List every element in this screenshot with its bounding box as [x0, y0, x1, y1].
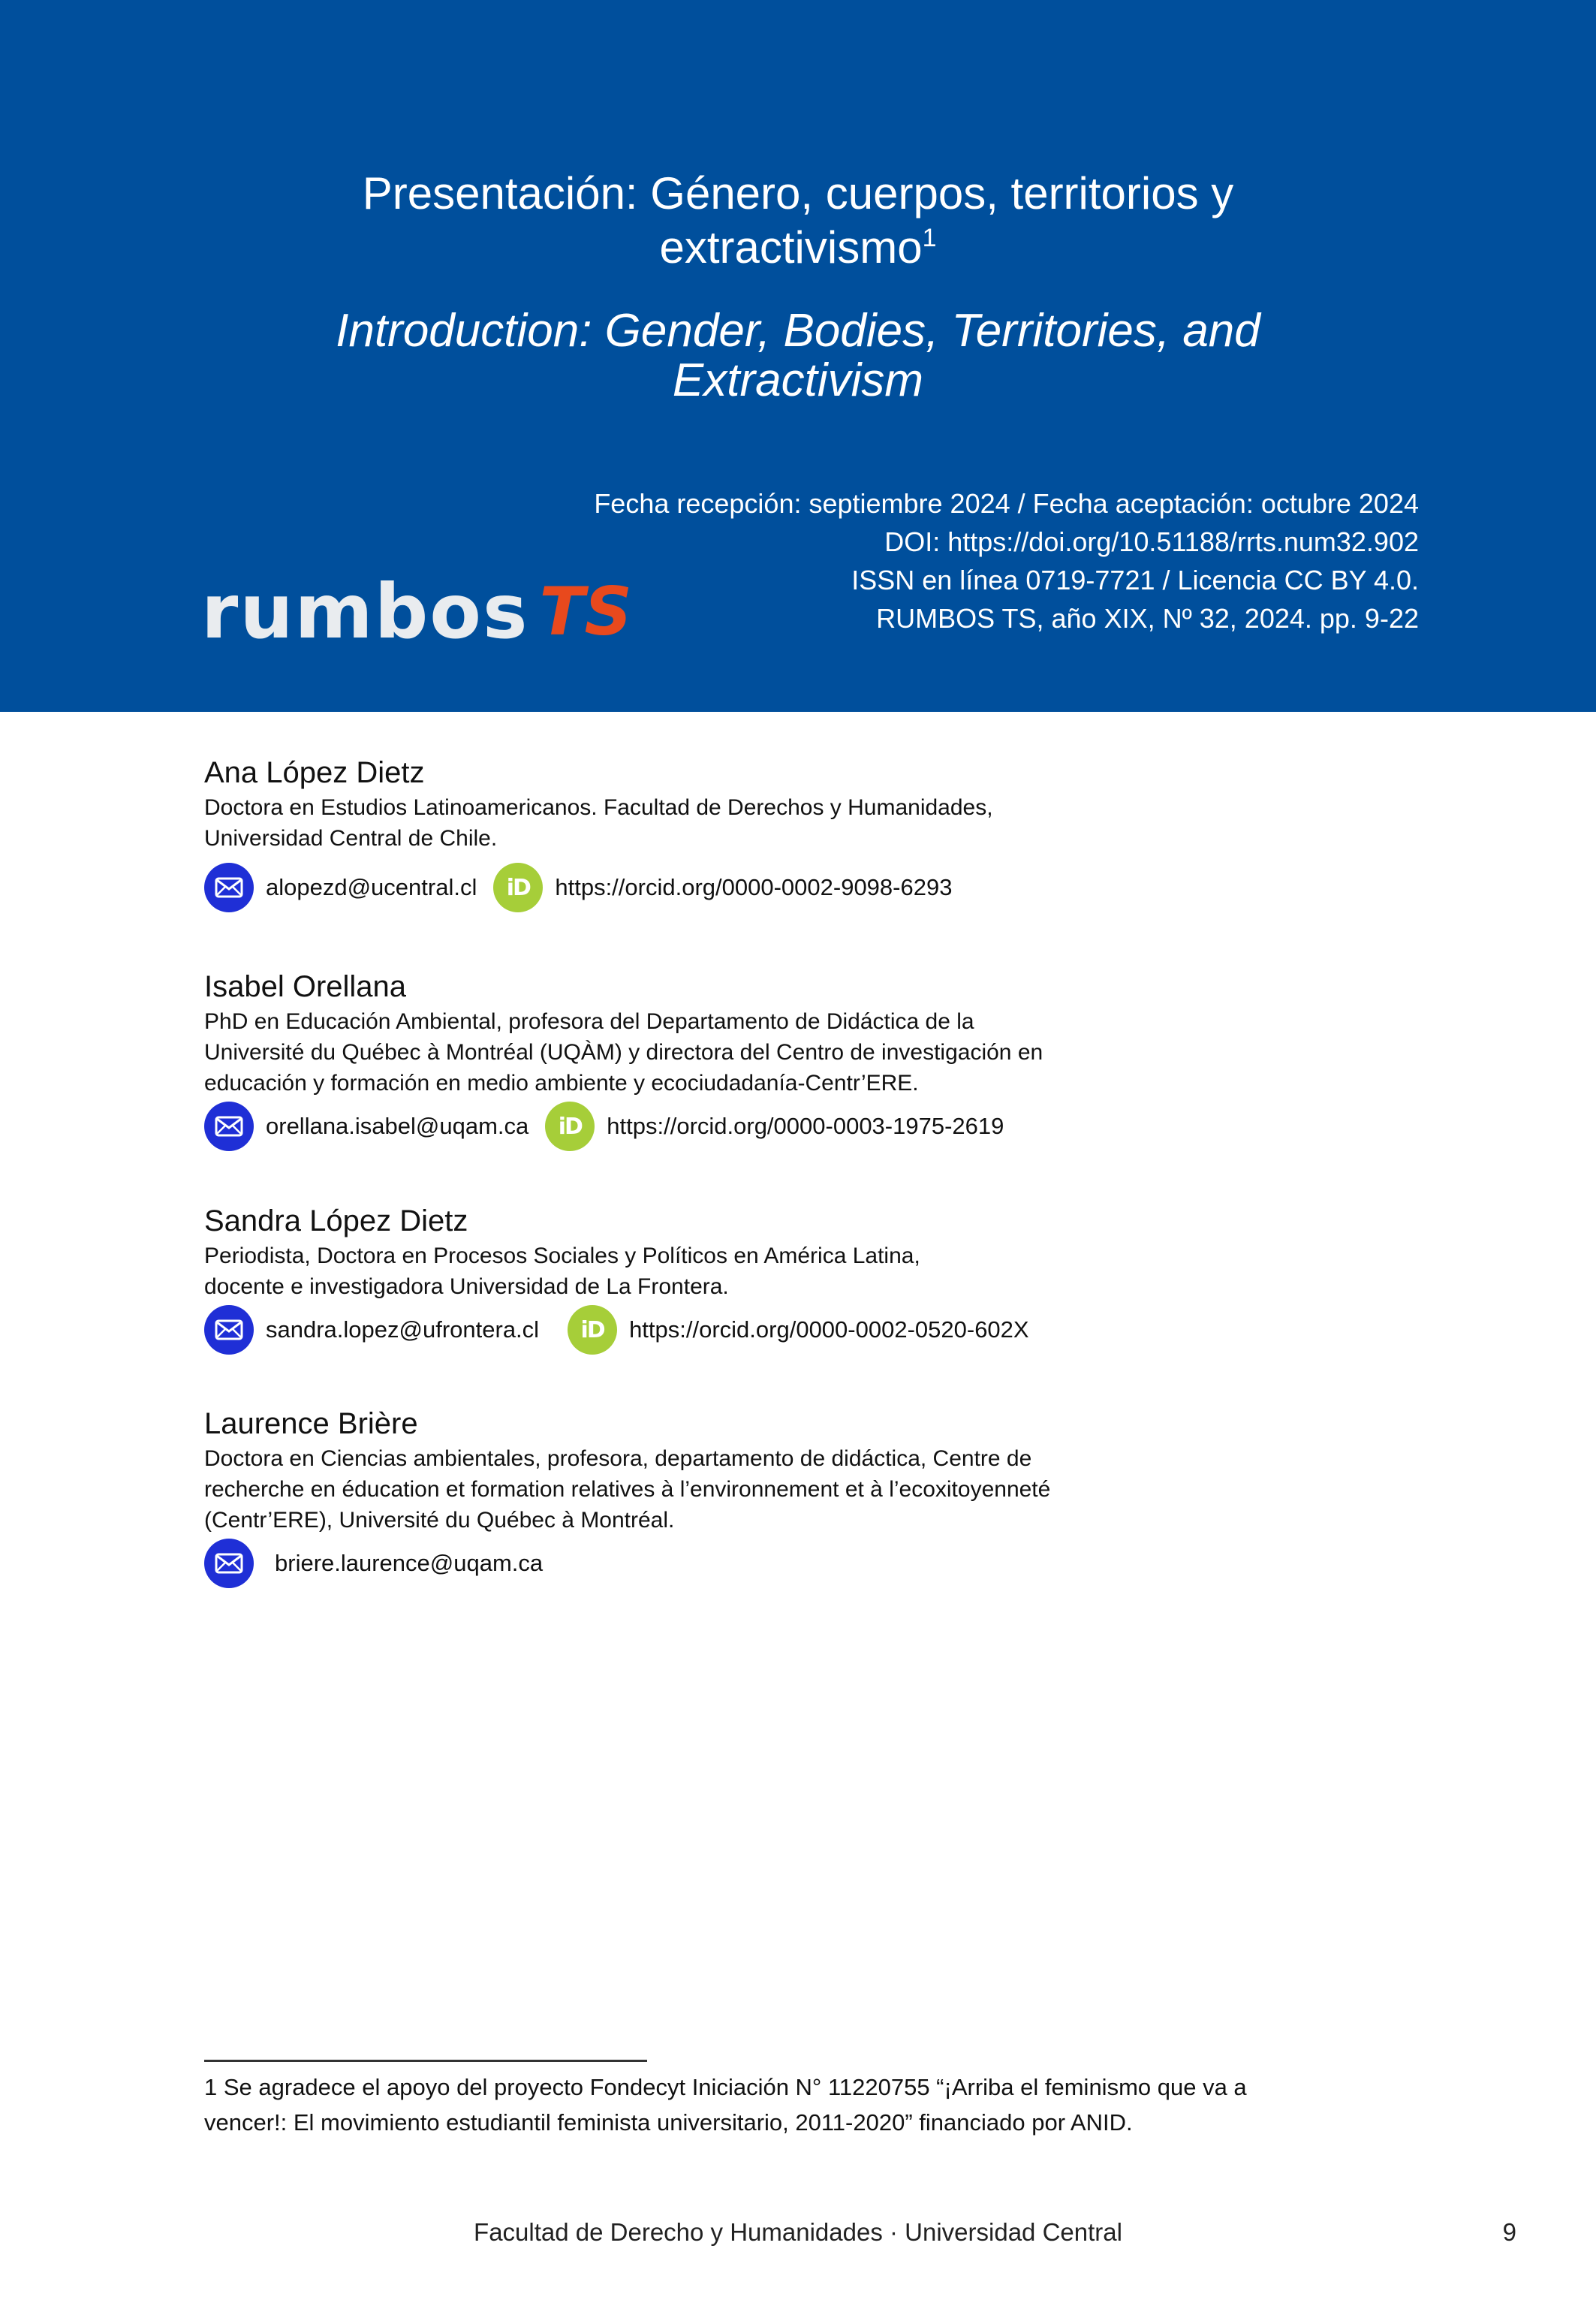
mail-icon[interactable]: [204, 863, 254, 912]
author-affiliation-line: Doctora en Estudios Latinoamericanos. Facultad de Derechos y Humanidades,: [204, 795, 993, 820]
rumbos-ts-logo: [201, 568, 632, 656]
author-block: [204, 1201, 1270, 1355]
author-name: Laurence Brière: [204, 1407, 418, 1440]
article-metadata: [594, 484, 1419, 638]
author-email[interactable]: alopezd@ucentral.cl: [266, 874, 477, 900]
author-block: [204, 1404, 1270, 1588]
author-affiliation-line: recherche en éducation et formation relatives à l’environnement et à l’ecoxitoyenneté: [204, 1477, 1051, 1502]
author-orcid[interactable]: https://orcid.org/0000-0002-0520-602X: [629, 1316, 1029, 1343]
meta-citation: RUMBOS TS, año XIX, Nº 32, 2024. pp. 9-22: [876, 603, 1419, 634]
title-es-line2-wrap: [0, 221, 1596, 275]
author-name: Sandra López Dietz: [204, 1204, 468, 1237]
orcid-icon[interactable]: [545, 1102, 595, 1151]
author-name: Isabel Orellana: [204, 970, 407, 1003]
author-contact: [204, 1305, 1270, 1355]
author-affiliation-line: educación y formación en medio ambiente y ecociudadanía-Centr’ERE.: [204, 1071, 919, 1096]
author-email[interactable]: sandra.lopez@ufrontera.cl: [266, 1316, 540, 1343]
mail-icon[interactable]: [204, 1305, 254, 1355]
author-affiliation-line: Periodista, Doctora en Procesos Sociales y Políticos en América Latina,: [204, 1243, 920, 1268]
logo-accent-text: TS: [539, 573, 632, 650]
author-affiliation-line: docente e investigadora Universidad de La Frontera.: [204, 1274, 729, 1299]
meta-issn: ISSN en línea 0719-7721 / Licencia CC BY 4.0.: [851, 565, 1419, 595]
author-contact: [204, 863, 1270, 912]
mail-icon[interactable]: [204, 1102, 254, 1151]
author-affiliation-line: Universidad Central de Chile.: [204, 826, 498, 851]
title-en-line2: Extractivism: [672, 354, 924, 406]
author-name: Ana López Dietz: [204, 756, 425, 789]
mail-icon[interactable]: [204, 1539, 254, 1588]
author-affiliation-line: PhD en Educación Ambiental, profesora del Departamento de Didáctica de la: [204, 1009, 974, 1034]
orcid-icon[interactable]: [568, 1305, 617, 1355]
author-block: [204, 967, 1270, 1151]
footnote-ref[interactable]: 1: [922, 224, 937, 252]
author-affiliation-line: Doctora en Ciencias ambientales, profesora, departamento de didáctica, Centre de: [204, 1446, 1032, 1471]
author-affiliation-line: (Centr’ERE), Université du Québec à Montréal.: [204, 1508, 675, 1533]
author-orcid[interactable]: https://orcid.org/0000-0003-1975-2619: [607, 1113, 1004, 1139]
meta-doi[interactable]: DOI: https://doi.org/10.51188/rrts.num32.902: [884, 526, 1419, 557]
page-footer: Facultad de Derecho y Humanidades · Universidad Central: [474, 2218, 1122, 2246]
title-english: [0, 306, 1596, 405]
author-contact: [204, 1102, 1270, 1151]
author-block: [204, 753, 1270, 912]
title-es-line2: extractivismo: [659, 222, 923, 273]
author-contact: [204, 1539, 1270, 1588]
footnote-line1: 1 Se agradece el apoyo del proyecto Fondecyt Iniciación N° 11220755 “¡Arriba el feminismo que va a: [204, 2074, 1247, 2100]
page-number: 9: [1502, 2218, 1516, 2246]
logo-main-text: rumbos: [201, 568, 529, 656]
title-en-line1: Introduction: Gender, Bodies, Territories, and: [336, 305, 1260, 357]
orcid-icon-label: iD: [506, 874, 530, 901]
footnote-line2: vencer!: El movimiento estudiantil feminista universitario, 2011-2020” financiado por ANID.: [204, 2109, 1133, 2136]
author-email[interactable]: orellana.isabel@uqam.ca: [266, 1113, 529, 1139]
header-banner: [0, 0, 1596, 712]
author-email[interactable]: briere.laurence@uqam.ca: [275, 1550, 544, 1576]
footnote-divider: [204, 2060, 647, 2062]
orcid-icon-label: iD: [558, 1113, 582, 1140]
footnote: [204, 2069, 1424, 2140]
author-orcid[interactable]: https://orcid.org/0000-0002-9098-6293: [555, 874, 953, 900]
title-spanish: [0, 167, 1596, 275]
meta-dates: Fecha recepción: septiembre 2024 / Fecha aceptación: octubre 2024: [594, 488, 1419, 519]
orcid-icon[interactable]: [493, 863, 543, 912]
author-affiliation-line: Université du Québec à Montréal (UQÀM) y directora del Centro de investigación en: [204, 1040, 1043, 1065]
title-es-line1: Presentación: Género, cuerpos, territorios y: [362, 168, 1234, 219]
orcid-icon-label: iD: [580, 1316, 604, 1343]
